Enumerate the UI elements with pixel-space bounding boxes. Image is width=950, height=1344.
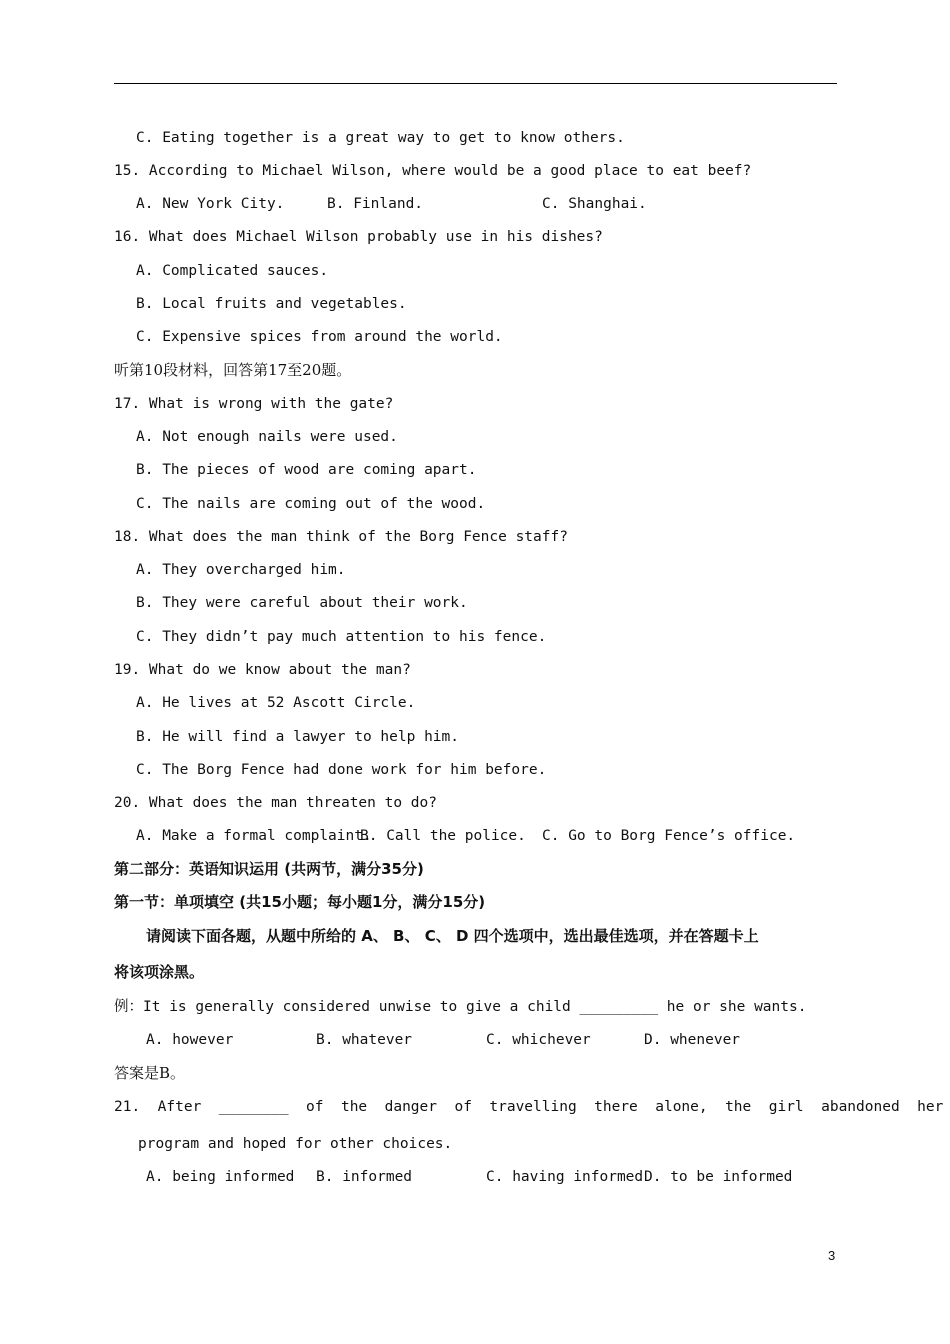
part2-heading: 第二部分：英语知识运用 (共两节，满分35分) xyxy=(114,860,424,878)
q21-option-d: D. to be informed xyxy=(644,1169,793,1185)
q18-question: 18. What does the man think of the Borg Fence staff? xyxy=(114,529,568,545)
example-option-c: C. whichever xyxy=(486,1032,591,1048)
page-number: 3 xyxy=(828,1248,836,1263)
q18-option-a: A. They overcharged him. xyxy=(136,562,346,578)
q18-option-c: C. They didn’t pay much attention to his fence. xyxy=(136,629,547,645)
example-question: 例：It is generally considered unwise to give a child _________ he or she wants. xyxy=(114,999,807,1015)
example-option-a: A. however xyxy=(146,1032,234,1048)
q15-question: 15. According to Michael Wilson, where would be a good place to eat beef? xyxy=(114,163,752,179)
part2-instruction-line1: 请阅读下面各题，从题中所给的 A、 B、 C、 D 四个选项中，选出最佳选项，并在答题卡上 xyxy=(146,927,759,945)
q20-question: 20. What does the man threaten to do? xyxy=(114,795,438,811)
section10-instruction: 听第10段材料，回答第17至20题。 xyxy=(114,361,352,379)
q15-option-a: A. New York City. xyxy=(136,196,285,212)
q16-option-b: B. Local fruits and vegetables. xyxy=(136,296,407,312)
q17-option-b: B. The pieces of wood are coming apart. xyxy=(136,462,477,478)
q21-question-line2: program and hoped for other choices. xyxy=(138,1136,453,1152)
q15-option-c: C. Shanghai. xyxy=(542,196,647,212)
q16-option-a: A. Complicated sauces. xyxy=(136,263,329,279)
q14-option-c: C. Eating together is a great way to get to know others. xyxy=(136,130,625,146)
q17-question: 17. What is wrong with the gate? xyxy=(114,396,394,412)
q16-option-c: C. Expensive spices from around the world. xyxy=(136,329,503,345)
part2-instruction-line2: 将该项涂黑。 xyxy=(114,963,205,981)
q21-option-b: B. informed xyxy=(316,1169,413,1185)
q21-question-line1: 21. After ________ of the danger of travelling there alone, the girl abandoned her xyxy=(114,1099,944,1115)
q17-option-a: A. Not enough nails were used. xyxy=(136,429,398,445)
q17-option-c: C. The nails are coming out of the wood. xyxy=(136,496,486,512)
q19-option-b: B. He will find a lawyer to help him. xyxy=(136,729,460,745)
q21-option-c: C. having informed xyxy=(486,1169,644,1185)
example-answer: 答案是B。 xyxy=(114,1064,186,1082)
example-option-d: D. whenever xyxy=(644,1032,741,1048)
q15-option-b: B. Finland. xyxy=(327,196,424,212)
q20-option-b: B. Call the police. xyxy=(360,828,526,844)
q20-option-c: C. Go to Borg Fence’s office. xyxy=(542,828,796,844)
q19-option-a: A. He lives at 52 Ascott Circle. xyxy=(136,695,416,711)
q19-option-c: C. The Borg Fence had done work for him before. xyxy=(136,762,547,778)
part2-section1-heading: 第一节：单项填空 (共15小题；每小题1分，满分15分) xyxy=(114,893,486,911)
header-rule xyxy=(114,83,837,84)
q19-question: 19. What do we know about the man? xyxy=(114,662,411,678)
q21-option-a: A. being informed xyxy=(146,1169,295,1185)
example-option-b: B. whatever xyxy=(316,1032,413,1048)
q16-question: 16. What does Michael Wilson probably use in his dishes? xyxy=(114,229,603,245)
q20-option-a: A. Make a formal complaint. xyxy=(136,828,372,844)
q18-option-b: B. They were careful about their work. xyxy=(136,595,468,611)
